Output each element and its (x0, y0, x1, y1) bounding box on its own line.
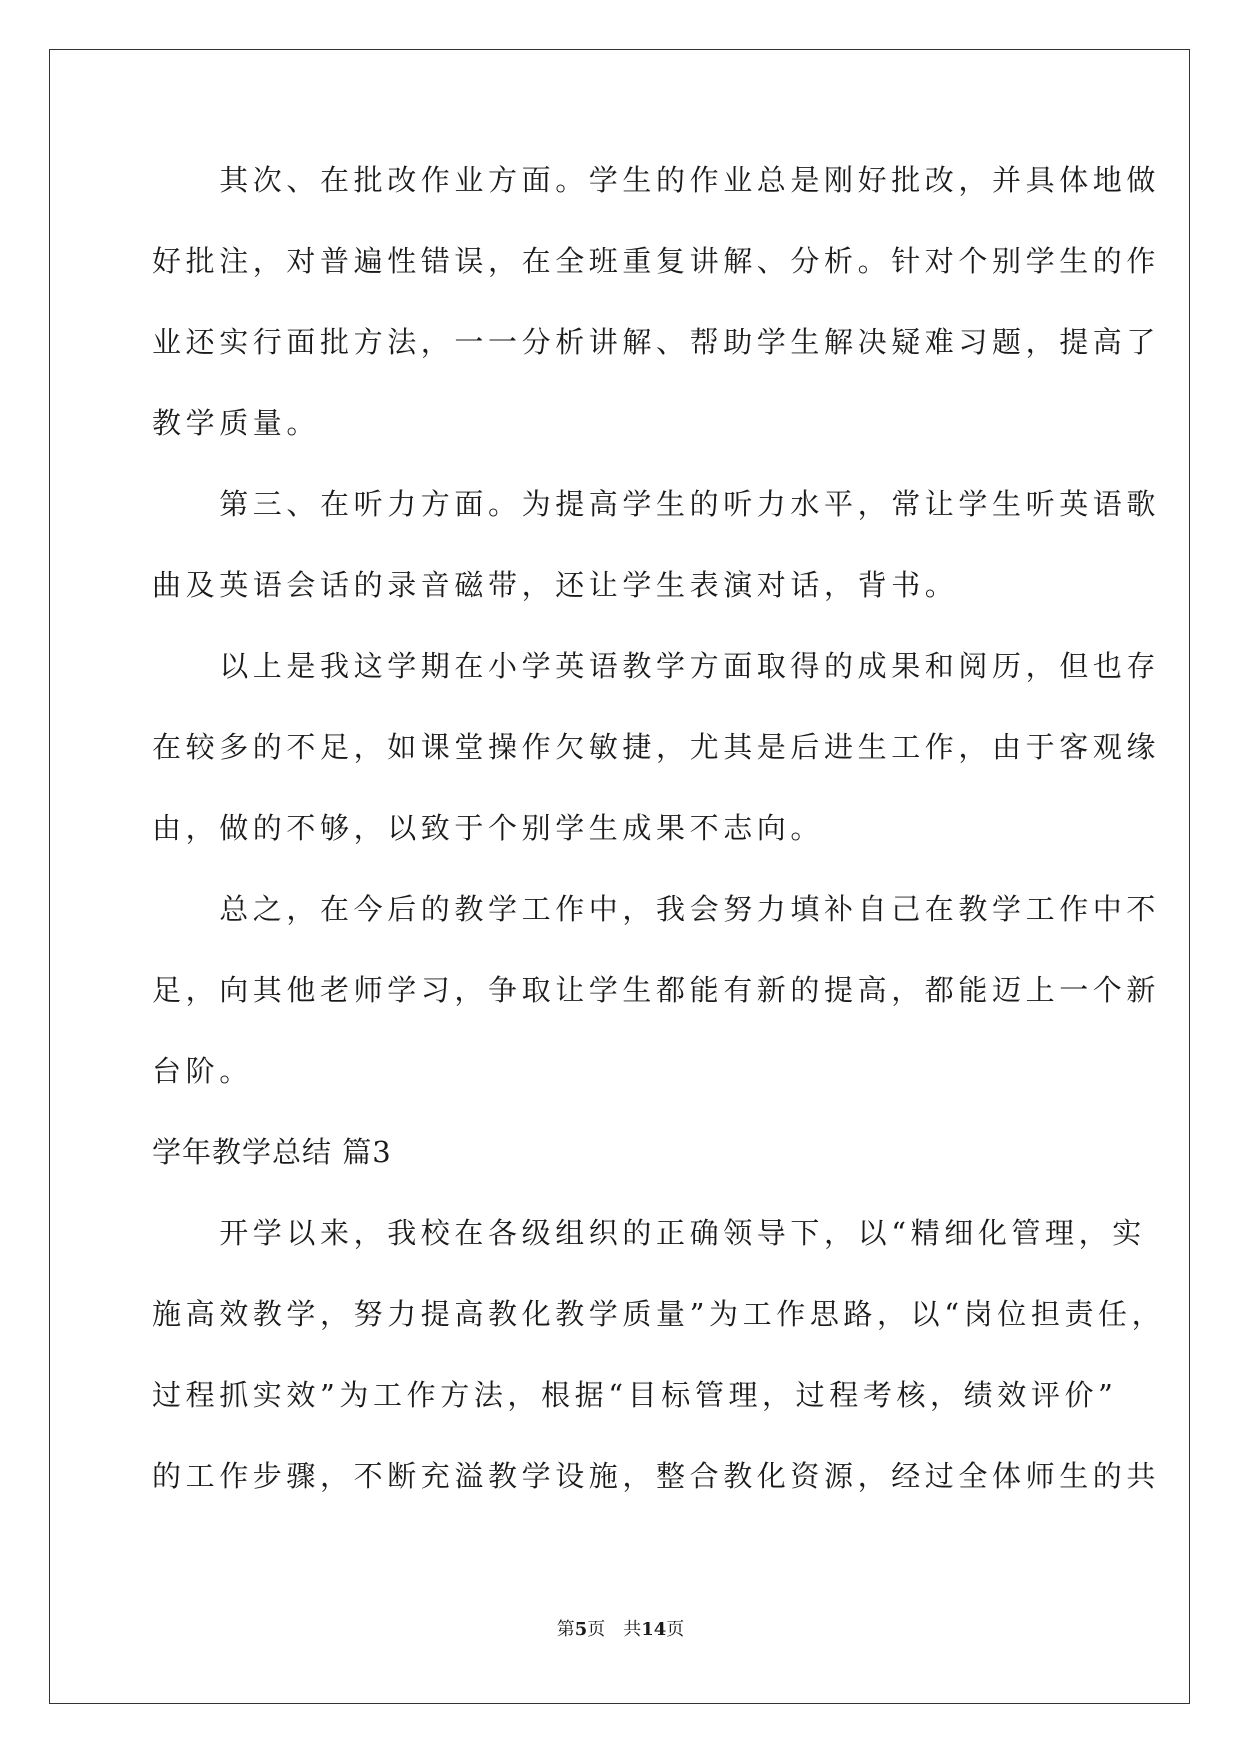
text-line: 教学质量。 (152, 406, 321, 440)
text-line: 业还实行面批方法，一一分析讲解、帮助学生解决疑难习题，提高了 (152, 325, 1161, 359)
text-line: 台阶。 (152, 1054, 253, 1088)
text-line: 在较多的不足，如课堂操作欠敏捷，尤其是后进生工作，由于客观缘 (152, 730, 1161, 764)
text-line: 的工作步骤，不断充溢教学设施，整合教化资源，经过全体师生的共 (152, 1459, 1161, 1493)
footer-suffix: 页 (666, 1619, 685, 1640)
text-line: 足，向其他老师学习，争取让学生都能有新的提高，都能迈上一个新 (152, 973, 1161, 1007)
footer-prefix: 第 (556, 1619, 575, 1640)
text-line: 曲及英语会话的录音磁带，还让学生表演对话，背书。 (152, 568, 959, 602)
text-line: 施高效教学，努力提高教化教学质量”为工作思路，以“岗位担责任， (152, 1297, 1166, 1331)
document-body (152, 162, 1166, 1539)
current-page-number: 5 (574, 1619, 588, 1640)
page-footer (0, 1618, 1241, 1642)
footer-middle: 页 共 (587, 1619, 642, 1640)
text-line: 好批注，对普遍性错误，在全班重复讲解、分析。针对个别学生的作 (152, 244, 1161, 278)
text-line: 第三、在听力方面。为提高学生的听力水平，常让学生听英语歌 (152, 487, 1161, 521)
text-line: 其次、在批改作业方面。学生的作业总是刚好批改，并具体地做 (152, 163, 1161, 197)
text-line: 以上是我这学期在小学英语教学方面取得的成果和阅历，但也存 (152, 649, 1161, 683)
text-line: 开学以来，我校在各级组织的正确领导下，以“精细化管理，实 (152, 1216, 1146, 1250)
section-heading: 学年教学总结 篇3 (152, 1135, 392, 1169)
text-line: 总之，在今后的教学工作中，我会努力填补自己在教学工作中不 (152, 892, 1161, 926)
total-page-count: 14 (641, 1619, 667, 1640)
text-line: 由，做的不够，以致于个别学生成果不志向。 (152, 811, 825, 845)
text-line: 过程抓实效”为工作方法，根据“目标管理，过程考核，绩效评价” (152, 1378, 1118, 1412)
